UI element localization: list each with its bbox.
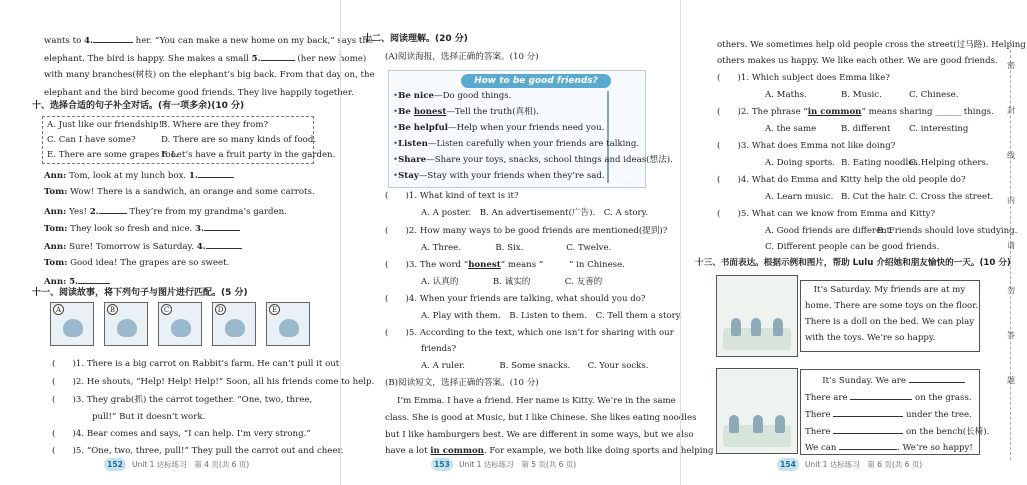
question-b5[interactable]: ( )5. What can we know from Emma and Kitty? [717,209,936,219]
options-box [42,116,336,164]
child-figure [731,318,741,336]
options-a3: A. 认真的 B. 诚实的 C. 友善的 [421,277,603,287]
dialog-line: Tom: Wow! There is a sandwich, an orange and some carrots. [44,187,315,197]
write-line-3: There under the tree. [805,410,972,420]
story-picture-a: A [50,302,94,346]
write-line-5: We can . We’re so happy! [805,443,973,453]
flower-vine-decoration [607,91,643,183]
writing-blank[interactable] [850,391,912,400]
passage-line: others. We sometimes help old people cross the street(过马路). Helping [717,40,1026,50]
poster-title: How to be good friends? [461,74,611,88]
example-line: with the toys. We’re so happy. [805,333,936,343]
story-line-4: elephant and the bird become good friends. They live happily together. [44,88,354,98]
option: C. Helping others. [909,158,989,168]
child-figure [775,415,785,433]
part-b-title: (B)阅读短文，选择正确的答案。(10 分) [385,378,539,388]
option: B. Eating noodles. [841,158,921,168]
option-e: E. There are some grapes too. [47,150,179,160]
option: B. different [841,124,891,134]
write-line-4: There on the bench(长椅). [805,427,990,437]
dialog-line: Ann: 5. [44,275,110,288]
match-item-3-cont: pull!” But it doesn’t work. [92,412,206,422]
option-c: C. Can I have some? [47,135,136,145]
question-a3[interactable]: ( )3. The word “honest” means “ ” in Chinese. [385,260,625,270]
page-number: 154 [777,458,799,471]
story-picture-d: D [212,302,256,346]
example-line: home. There are some toys on the floor. [805,301,979,311]
passage-line: have a lot in common. For example, we both like doing sports and helping [385,446,714,456]
animals-figure [117,319,137,337]
writing-blank[interactable] [909,374,965,383]
match-item-5[interactable]: ( )5. “One, two, three, pull!” They pull the carrot out and cheer. [52,446,344,456]
child-figure [751,318,761,336]
answer-blank[interactable] [93,34,133,43]
option: A. Good friends are different. [765,226,893,236]
question-a2[interactable]: ( )2. How many ways to be good friends are mentioned(提到)? [385,226,668,236]
page-number: 152 [104,458,126,471]
section-13-title: 十三、书面表达。根据示例和图片，帮助 Lulu 介绍她和朋友愉快的一天。(10 分) [695,258,1011,268]
question-a1[interactable]: ( )1. What kind of text is it? [385,191,519,201]
dialog-line: Ann: Sure! Tomorrow is Saturday. 4. [44,240,242,253]
child-figure [729,415,739,433]
carrot-figure [171,319,191,337]
options-a4: A. Play with them. B. Listen to them. C. Tell them a story. [421,311,683,321]
story-line-3: with many branches(树枝) on the elephant’s big back. From that day on, the [44,70,375,80]
section-11-title: 十一、阅读故事，将下列句子与图片进行匹配。(5 分) [32,288,248,298]
option-f: F. Let’s have a fruit party in the garden. [161,150,336,160]
page-footer: 152 Unit 1 达标练习 第 4 页(共 6 页) [104,458,249,471]
poster-line: •Listen—Listen carefully when your friends are talking. [393,139,640,149]
bear-figure [279,319,299,337]
rabbit-figure [63,319,83,337]
poster-line: •Be nice—Do good things. [393,91,512,101]
page-number: 153 [431,458,453,471]
poster-line: •Share—Share your toys, snacks, school things and ideas(想法). [393,155,673,165]
match-item-2[interactable]: ( )2. He shouts, “Help! Help! Help!” Soon, all his friends come to help. [52,377,375,387]
option-a: A. Just like our friendship! [47,120,163,130]
dialog-line: Ann: Tom, look at my lunch box. 1. [44,169,234,182]
poster-line: •Be honest—Tell the truth(真相). [393,107,539,117]
story-picture-c: C [158,302,202,346]
section-12-title: 十二、阅读理解。(20 分) [363,34,468,44]
answer-blank[interactable] [204,222,240,231]
friendship-poster [388,70,673,188]
answer-blank[interactable] [198,169,234,178]
page-footer: 153 Unit 1 达标练习 第 5 页(共 6 页) [431,458,576,471]
writing-blank[interactable] [839,441,897,450]
match-item-1[interactable]: ( )1. There is a big carrot on Rabbit’s farm. He can’t pull it out. [52,359,342,369]
answer-blank[interactable] [206,240,242,249]
example-line: It’s Saturday. My friends are at my [805,285,966,295]
example-line: There is a doll on the bed. We can play [805,317,975,327]
passage-line: I’m Emma. I have a friend. Her name is Kitty. We’re in the same [397,396,676,406]
dialog-line: Tom: They look so fresh and nice. 3. [44,222,240,235]
writing-box [800,369,990,455]
story-picture-b: B [104,302,148,346]
option-b: B. Where are they from? [161,120,269,130]
saturday-picture [716,275,798,357]
passage-line: but I like hamburgers best. We are different in some ways, but we also [385,430,694,440]
child-figure [753,415,763,433]
story-line-1: wants to 4. her. “You can make a new home on my back,” says the [44,36,373,46]
question-b3[interactable]: ( )3. What does Emma not like doing? [717,141,896,151]
match-item-3[interactable]: ( )3. They grab(抓) the carrot together. “One, two, three, [52,395,313,405]
animals-pulling-figure [225,319,245,337]
option: B. Friends should love studying. [877,226,1018,236]
poster-line: •Stay—Stay with your friends when they’re sad. [393,171,605,181]
option: C. Chinese. [909,90,959,100]
story-line-2: elephant. The bird is happy. She makes a small 5. (her new home) [44,54,367,64]
passage-line: class. She is good at Music, but I like Chinese. She likes eating noodles [385,413,697,423]
match-item-4[interactable]: ( )4. Bear comes and says, “I can help. I’m very strong.” [52,429,311,439]
option: A. Maths. [765,90,807,100]
write-line-1: It’s Sunday. We are [805,374,965,387]
option: C. Cross the street. [909,192,994,202]
passage-line: others makes us happy. We like each other. We are good friends. [717,56,998,66]
seal-line-text: 密 封 线 内 请 勿 答 题 [1007,61,1015,385]
option: B. Cut the hair. [841,192,908,202]
option: A. Learn music. [765,192,834,202]
option-d: D. There are so many kinds of food. [161,135,317,145]
write-line-2: There are on the grass. [805,393,972,403]
question-a5[interactable]: ( )5. According to the text, which one isn’t for sharing with our [385,328,674,338]
options-a1: A. A poster. B. An advertisement(广告). C. A story. [421,208,649,218]
option: A. Doing sports. [765,158,836,168]
child-figure [773,318,783,336]
option: C. Different people can be good friends. [765,242,940,252]
question-b1[interactable]: ( )1. Which subject does Emma like? [717,73,890,83]
question-a4[interactable]: ( )4. When your friends are talking, what should you do? [385,294,646,304]
writing-blank[interactable] [833,425,903,434]
question-a5-cont: friends? [421,344,457,354]
answer-blank[interactable] [99,205,127,214]
page-152 [0,0,375,485]
writing-blank[interactable] [833,408,903,417]
options-a5: A. A ruler. B. Some snacks. C. Your socks. [421,361,649,371]
option: C. interesting [909,124,969,134]
poster-line: •Be helpful—Help when your friends need you. [393,123,605,133]
option: A. the same [765,124,817,134]
question-b4[interactable]: ( )4. What do Emma and Kitty help the old people do? [717,175,966,185]
option: B. Music. [841,90,882,100]
answer-blank[interactable] [78,275,110,284]
options-a2: A. Three. B. Six. C. Twelve. [421,243,612,253]
page-footer: 154 Unit 1 达标练习 第 6 页(共 6 页) [777,458,922,471]
sunday-picture [716,368,798,454]
section-10-title: 十、选择合适的句子补全对话。(有一项多余)(10 分) [32,101,245,111]
dialog-line: Ann: Yes! 2. They’re from my grandma’s garden. [44,207,287,217]
answer-blank[interactable] [261,52,295,61]
example-text-box [800,280,980,352]
dialog-line: Tom: Good idea! The grapes are so sweet. [44,258,230,268]
part-a-title: (A)阅读海报，选择正确的答案。(10 分) [385,52,539,62]
story-picture-e: E [266,302,310,346]
question-b2[interactable]: ( )2. The phrase “in common” means sharing ______ things. [717,107,994,117]
